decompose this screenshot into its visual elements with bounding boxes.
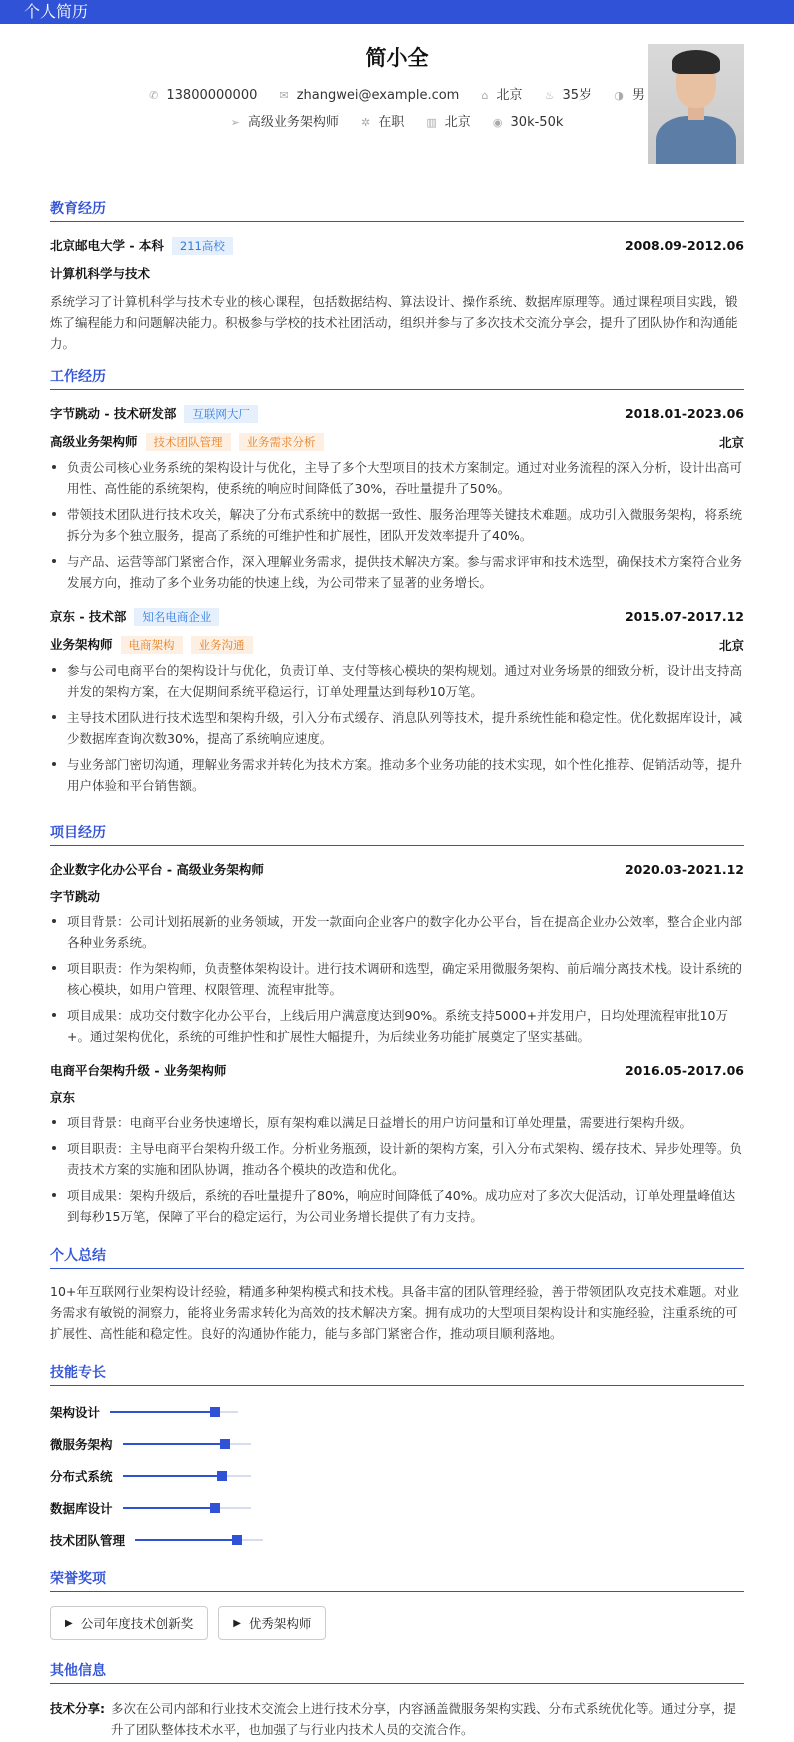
work-bullet: 与产品、运营等部门紧密合作，深入理解业务需求，提供技术解决方案。参与需求评审和技术选型，确保技术方案符合业务发展方向，推动了多个业务功能的快速上线，为公司带来了显著的业务增长。 — [50, 551, 744, 593]
project-entry — [50, 1061, 744, 1227]
project-org: 京东 — [50, 1090, 76, 1105]
city-item — [482, 84, 523, 103]
resume-page — [0, 24, 794, 1740]
work-bullet: 负责公司核心业务系统的架构设计与优化，主导了多个大型项目的技术方案制定。通过对业务流程的深入分析，设计出高可用性、高性能的系统架构，使系统的响应时间降低了30%，吞吐量提升了50%。 — [50, 457, 744, 499]
project-name: 电商平台架构升级 - 业务架构师 — [50, 1063, 227, 1078]
contact-row — [50, 84, 744, 103]
work-skill-tag: 技术团队管理 — [146, 433, 231, 451]
other-label: 技术分享: — [50, 1701, 105, 1716]
target-city-item — [426, 111, 470, 130]
skill-item — [50, 1460, 402, 1492]
awards-list — [50, 1606, 744, 1640]
skill-item — [50, 1524, 402, 1556]
work-bullet: 与业务部门密切沟通，理解业务需求并转化为技术方案。推动多个业务功能的技术实现，如个性化推荐、促销活动等，提升用户体验和平台销售额。 — [50, 754, 744, 796]
work-entry — [50, 404, 744, 593]
work-period: 2018.01-2023.06 — [624, 406, 744, 421]
skill-bar — [135, 1539, 263, 1541]
work-company-tag: 互联网大厂 — [184, 405, 258, 423]
work-role-wrap — [50, 432, 324, 451]
summary-section-title: 个人总结 — [50, 1245, 744, 1269]
skill-bar-knob — [220, 1439, 230, 1449]
home-icon: ⌂ — [481, 89, 489, 102]
skill-bar-knob — [210, 1503, 220, 1513]
skill-name: 技术团队管理 — [50, 1533, 126, 1548]
coin-icon: ◉ — [492, 116, 503, 129]
skill-bar-knob — [232, 1535, 242, 1545]
skill-bar — [123, 1443, 251, 1445]
work-company: 京东 - 技术部 — [50, 609, 127, 624]
send-icon: ➢ — [230, 116, 240, 129]
skill-bar-fill — [123, 1507, 215, 1509]
award-item[interactable] — [218, 1606, 326, 1640]
work-role-row — [50, 635, 744, 654]
project-bullet: 项目职责：主导电商平台架构升级工作。分析业务瓶颈，设计新的架构方案，引入分布式架构、缓存技术、异步处理等。负责技术方案的实施和团队协调，推动各个模块的改造和优化。 — [50, 1138, 744, 1180]
gender-icon: ◑ — [614, 89, 624, 102]
work-role-row — [50, 432, 744, 451]
skill-bar — [123, 1475, 251, 1477]
projects-section-title: 项目经历 — [50, 822, 744, 846]
project-entry — [50, 860, 744, 1047]
top-bar-title: 个人简历 — [24, 2, 89, 21]
work-bullet: 带领技术团队进行技术攻关，解决了分布式系统中的数据一致性、服务治理等关键技术难题。成功引入微服务架构，将系统拆分为多个独立服务，提高了系统的可维护性和扩展性，团队开发效率提升了40%。 — [50, 504, 744, 546]
work-company-tag: 知名电商企业 — [134, 608, 219, 626]
play-icon: ▶ — [65, 1617, 73, 1629]
other-text: 多次在公司内部和行业技术交流会上进行技术分享，内容涵盖微服务架构实践、分布式系统优化等。通过分享，提升了团队整体技术水平，也加强了与行业内技术人员的交流合作。 — [111, 1701, 737, 1737]
education-major: 计算机科学与技术 — [50, 266, 151, 281]
age-item — [545, 84, 592, 103]
skill-bar — [123, 1507, 251, 1509]
project-bullet: 项目背景：电商平台业务快速增长，原有架构难以满足日益增长的用户访问量和订单处理量，需要进行架构升级。 — [50, 1112, 744, 1133]
work-role-wrap — [50, 635, 253, 654]
skill-bar-knob — [210, 1407, 220, 1417]
work-company-wrap — [50, 404, 258, 423]
other-section-title: 其他信息 — [50, 1660, 744, 1684]
project-bullet: 项目背景：公司计划拓展新的业务领域，开发一款面向企业客户的数字化办公平台，旨在提高企业办公效率，整合企业内部各种业务系统。 — [50, 911, 744, 953]
work-entry — [50, 607, 744, 796]
education-section-title: 教育经历 — [50, 198, 744, 222]
skill-bar-fill — [135, 1539, 237, 1541]
project-period: 2016.05-2017.06 — [624, 1062, 744, 1078]
award-item[interactable] — [50, 1606, 208, 1640]
project-head — [50, 1061, 744, 1079]
award-label: 优秀架构师 — [248, 1616, 312, 1631]
work-head — [50, 404, 744, 423]
phone-icon: ✆ — [149, 89, 159, 102]
position-item — [231, 111, 339, 130]
phone-item — [149, 88, 257, 103]
top-bar — [0, 0, 794, 24]
project-head — [50, 860, 744, 878]
work-role: 高级业务架构师 — [50, 434, 138, 449]
awards-section-title: 荣誉奖项 — [50, 1568, 744, 1592]
skill-name: 微服务架构 — [50, 1437, 113, 1452]
work-bullet: 参与公司电商平台的架构设计与优化，负责订单、支付等核心模块的架构规划。通过对业务场景的细致分析，设计出支持高并发的架构方案，在大促期间系统平稳运行，订单处理量达到每秒10万笔。 — [50, 660, 744, 702]
work-skill-tag: 业务沟通 — [191, 636, 253, 654]
city-text: 北京 — [496, 88, 523, 103]
summary-text: 10+年互联网行业架构设计经验，精通多种架构模式和技术栈。具备丰富的团队管理经验，善于带领团队攻克技术难题。对业务需求有敏锐的洞察力，能将业务需求转化为高效的技术解决方案。拥有成功的大型项目架构设计和实施经验，注重系统的可扩展性、高性能和稳定性。良好的沟通协作能力，能与多部门紧密合作，推动项目顺利落地。 — [50, 1284, 739, 1341]
work-company: 字节跳动 - 技术研发部 — [50, 406, 177, 421]
work-head — [50, 607, 744, 626]
education-major-row — [50, 264, 744, 282]
work-section-title: 工作经历 — [50, 366, 744, 390]
project-bullet: 项目成果：成功交付数字化办公平台，上线后用户满意度达到90%。系统支持5000+并发用户，日均处理流程审批10万+。通过架构优化，系统的可维护性和扩展性大幅提升，为后续业务功能扩展奠定了坚实基础。 — [50, 1005, 744, 1047]
photo-hair-shape — [672, 50, 720, 74]
project-bullet: 项目职责：作为架构师，负责整体架构设计。进行技术调研和选型，确定采用微服务架构、前后端分离技术栈。设计系统的核心模块，如用户管理、权限管理、流程审批等。 — [50, 958, 744, 1000]
skill-name: 架构设计 — [50, 1405, 101, 1420]
mail-icon: ✉ — [279, 89, 289, 102]
project-bullets — [50, 911, 744, 1047]
work-role: 业务架构师 — [50, 637, 113, 652]
email-text: zhangwei@example.com — [296, 88, 460, 103]
gender-text: 男 — [631, 88, 645, 103]
skill-bar — [110, 1411, 238, 1413]
phone-text: 13800000000 — [166, 88, 258, 103]
skill-item — [50, 1396, 402, 1428]
position-text: 高级业务架构师 — [247, 115, 339, 130]
other-info — [50, 1698, 744, 1740]
education-description: 系统学习了计算机科学与技术专业的核心课程，包括数据结构、算法设计、操作系统、数据库原理等。通过课程项目实践，锻炼了编程能力和问题解决能力。积极参与学校的技术社团活动，组织并参与了多次技术交流分享会，提升了团队协作和沟通能力。 — [50, 294, 738, 351]
play-icon: ▶ — [233, 1617, 241, 1629]
education-school-wrap — [50, 236, 233, 255]
project-org: 字节跳动 — [50, 889, 101, 904]
skill-name: 分布式系统 — [50, 1469, 113, 1484]
target-city-text: 北京 — [444, 115, 471, 130]
profile-photo — [648, 44, 744, 164]
skill-item — [50, 1492, 402, 1524]
project-org-row — [50, 1088, 744, 1106]
award-label: 公司年度技术创新奖 — [80, 1616, 194, 1631]
job-intent-row — [50, 111, 744, 130]
skills-section-title: 技能专长 — [50, 1362, 744, 1386]
building-icon: ▥ — [426, 116, 437, 129]
skill-item — [50, 1428, 402, 1460]
status-item — [361, 111, 404, 130]
work-company-wrap — [50, 607, 219, 626]
education-period: 2008.09-2012.06 — [624, 238, 744, 253]
education-school: 北京邮电大学 - 本科 — [50, 238, 164, 253]
skill-bar-fill — [123, 1443, 225, 1445]
project-org-row — [50, 887, 744, 905]
work-period: 2015.07-2017.12 — [624, 609, 744, 624]
skill-bar-knob — [217, 1471, 227, 1481]
work-city: 北京 — [718, 434, 744, 450]
skill-name: 数据库设计 — [50, 1501, 113, 1516]
gender-item — [614, 84, 645, 103]
work-bullet: 主导技术团队进行技术选型和架构升级，引入分布式缓存、消息队列等技术，提升系统性能和稳定性。优化数据库设计，减少数据库查询次数30%，提高了系统响应速度。 — [50, 707, 744, 749]
skills-list — [50, 1396, 744, 1556]
email-item — [280, 88, 460, 103]
work-bullets — [50, 457, 744, 593]
project-period: 2020.03-2021.12 — [624, 861, 744, 877]
profile-name: 简小全 — [365, 46, 429, 70]
work-skill-tag: 业务需求分析 — [239, 433, 324, 451]
skill-bar-fill — [123, 1475, 223, 1477]
photo-body-shape — [656, 116, 736, 164]
salary-item — [493, 115, 563, 130]
cake-icon: ♨ — [544, 89, 555, 102]
skill-bar-fill — [110, 1411, 215, 1413]
work-skill-tag: 电商架构 — [121, 636, 183, 654]
work-city: 北京 — [718, 637, 744, 653]
salary-text: 30k-50k — [510, 115, 564, 130]
project-bullets — [50, 1112, 744, 1227]
education-head — [50, 236, 744, 255]
status-text: 在职 — [378, 115, 405, 130]
gear-icon: ✲ — [360, 116, 371, 129]
project-bullet: 项目成果：架构升级后，系统的吞吐量提升了80%，响应时间降低了40%。成功应对了多次大促活动，订单处理量峰值达到每秒15万笔，保障了平台的稳定运行，为公司业务增长提供了有力支持。 — [50, 1185, 744, 1227]
project-name: 企业数字化办公平台 - 高级业务架构师 — [50, 862, 264, 877]
work-bullets — [50, 660, 744, 796]
age-text: 35岁 — [562, 88, 593, 103]
profile-header — [50, 24, 744, 196]
education-tag: 211高校 — [172, 237, 233, 255]
